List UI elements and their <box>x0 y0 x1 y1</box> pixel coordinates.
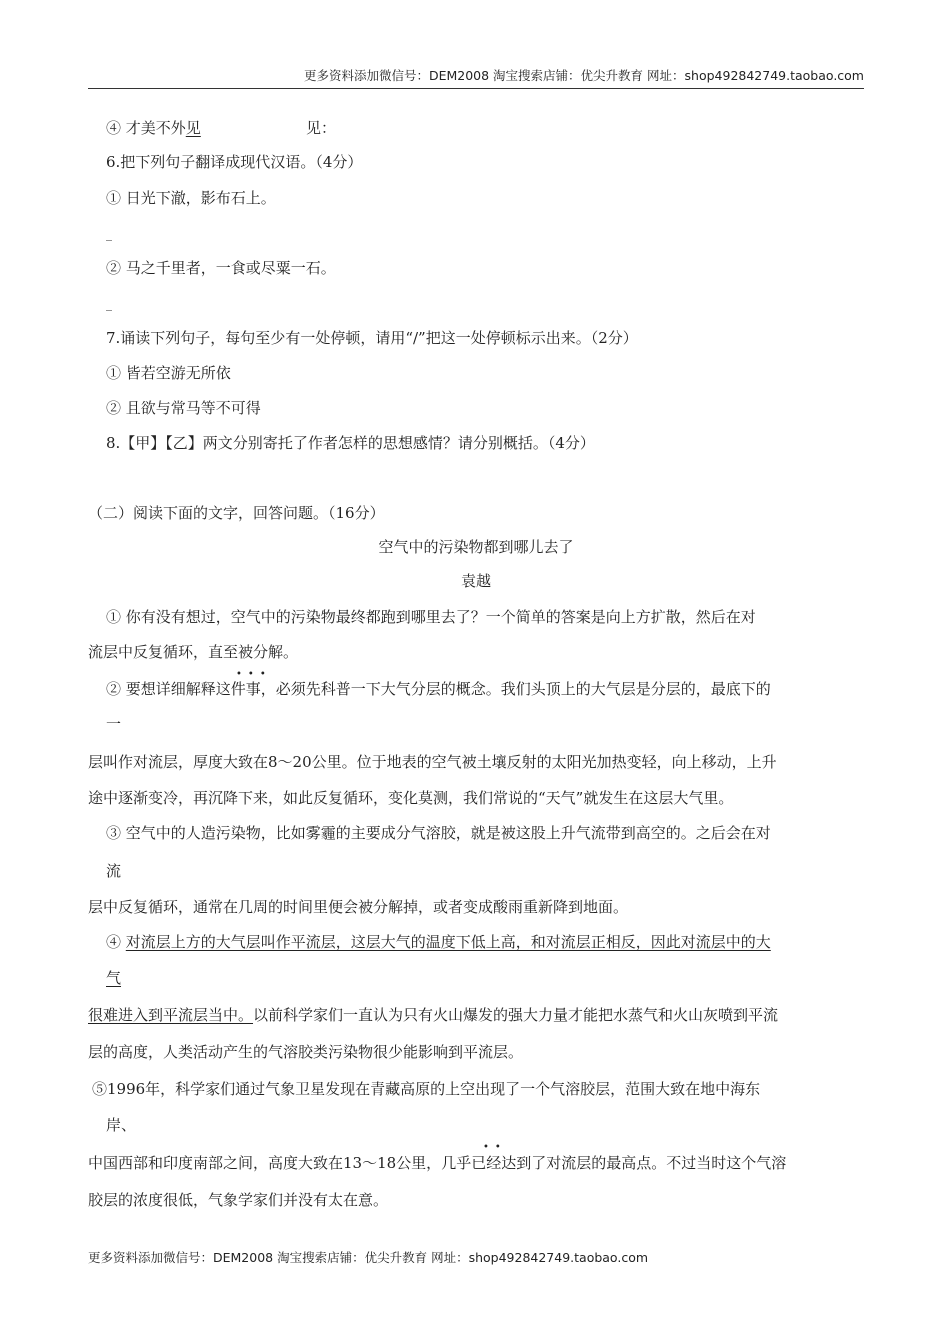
emphasis-dot: • <box>483 1142 495 1153</box>
paragraph-5-line-1: ⑤1996年，科学家们通过气象卫星发现在青藏高原的上空出现了一个气溶胶层，范围大致在地中海东 <box>92 1080 761 1098</box>
emphasis-dot: • <box>247 669 260 680</box>
paragraph-4-line-3: 层的高度，人类活动产生的气溶胶类污染物很少能影响到平流层。 <box>88 1043 524 1061</box>
item4-answer-label: 见： <box>306 119 337 137</box>
question-item-4 <box>106 118 201 138</box>
p2-emphasized-phrase: 这件事 <box>215 680 261 698</box>
paragraph-3-wrap: 流 <box>106 862 122 880</box>
emphasis-dot: • <box>259 669 272 680</box>
p5-emphasized-phrase: 几乎 <box>441 1154 472 1172</box>
emphasis-dot: • <box>494 1142 507 1153</box>
paragraph-5-line-2 <box>88 1153 786 1173</box>
paragraph-4-line-1 <box>106 932 771 952</box>
question-6: 6.把下列句子翻译成现代汉语。（4分） <box>106 153 363 171</box>
page-footer: 更多资料添加微信号：DEM2008 淘宝搜索店铺：优尖升教育 网址：shop492842749.taobao.com <box>88 1250 649 1265</box>
item4-prefix: ④ 才美不外 <box>106 119 186 137</box>
p2-text-a: ② 要想详细解释 <box>106 680 216 698</box>
paragraph-2-line-3: 途中逐渐变冷，再沉降下来，如此反复循环，变化莫测，我们常说的“天气”就发生在这层大气里。 <box>88 789 734 807</box>
paragraph-5-wrap: 岸、 <box>106 1116 137 1134</box>
section-intro: （二）阅读下面的文字，回答问题。（16分） <box>88 504 385 522</box>
p4-underlined-1: 对流层上方的大气层叫作平流层，这层大气的温度下低上高，和对流层正相反，因此对流层中的大 <box>125 933 771 951</box>
p4-prefix: ④ <box>106 933 126 951</box>
article-author: 袁越 <box>460 572 491 590</box>
question-7-sentence-1: ① 皆若空游无所依 <box>106 364 231 382</box>
p5-text-b: 已经达到了对流层的最高点。不过当时这个气溶 <box>471 1154 787 1172</box>
paragraph-3-line-1: ③ 空气中的人造污染物，比如雾霾的主要成分气溶胶，就是被这股上升气流带到高空的。之后会在对 <box>106 824 771 842</box>
paragraph-1-line-2: 流层中反复循环，直至被分解。 <box>88 643 299 661</box>
p4-rest: 以前科学家们一直认为只有火山爆发的强大力量才能把水蒸气和火山灰喷到平流 <box>253 1006 779 1024</box>
paragraph-4-line-2 <box>88 1005 778 1025</box>
item4-word: 见 <box>185 119 201 137</box>
article-title: 空气中的污染物都到哪儿去了 <box>378 538 574 556</box>
paragraph-2-line-1 <box>106 679 771 699</box>
paragraph-3-line-2: 层中反复循环，通常在几周的时间里便会被分解掉，或者变成酸雨重新降到地面。 <box>88 898 629 916</box>
question-8: 8.【甲】【乙】两文分别寄托了作者怎样的思想感情？请分别概括。（4分） <box>106 434 595 452</box>
question-7: 7.诵读下列句子，每句至少有一处停顿，请用“/”把这一处停顿标示出来。（2分） <box>106 329 638 347</box>
paragraph-1-line-1: ① 你有没有想过，空气中的污染物最终都跑到哪里去了？一个简单的答案是向上方扩散，然后在对 <box>106 608 756 626</box>
paragraph-4-wrap: 气 <box>106 969 122 987</box>
question-7-sentence-2: ② 且欲与常马等不可得 <box>106 399 261 417</box>
p5-text-a: 中国西部和印度南部之间，高度大致在13～18公里， <box>88 1154 442 1172</box>
emphasis-dots-2 <box>483 1143 507 1153</box>
question-6-sentence-1: ① 日光下澈，影布石上。 <box>106 189 276 207</box>
answer-blank-2: _ <box>106 297 112 311</box>
emphasis-dot: • <box>236 669 248 680</box>
paragraph-2-line-2: 层叫作对流层，厚度大致在8～20公里。位于地表的空气被土壤反射的太阳光加热变轻，向上移动，上升 <box>88 753 777 771</box>
page-header: 更多资料添加微信号：DEM2008 淘宝搜索店铺：优尖升教育 网址：shop492842749.taobao.com <box>88 66 864 89</box>
p2-text-b: ，必须先科普一下大气分层的概念。我们头顶上的大气层是分层的，最底下的 <box>260 680 771 698</box>
question-6-sentence-2: ② 马之千里者，一食或尽粟一石。 <box>106 259 336 277</box>
paragraph-2-wrap: 一 <box>106 715 122 733</box>
p4-underlined-2: 很难进入到平流层当中。 <box>88 1006 254 1024</box>
answer-blank-1: _ <box>106 227 112 241</box>
paragraph-5-line-3: 胶层的浓度很低，气象学家们并没有太在意。 <box>88 1191 389 1209</box>
